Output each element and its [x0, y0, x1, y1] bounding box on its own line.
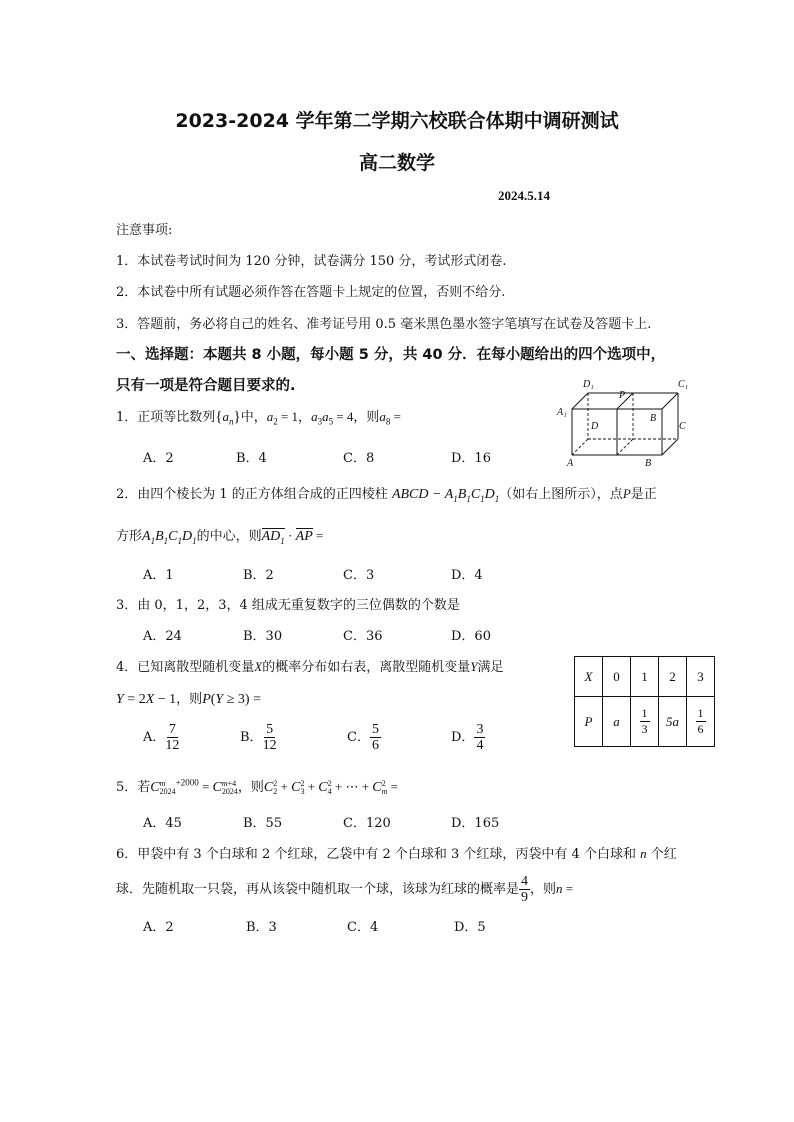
table-cell: 3 — [687, 657, 715, 697]
question-1: 1．正项等比数列$\{a_n\}$中，$a_2 = 1$，$a_3a_5 = 4$，则$a_8$ = — [116, 409, 402, 427]
exam-title: 2023-2024 学年第二学期六校联合体期中调研测试 — [175, 110, 619, 132]
q3-option-d: D．60 — [451, 629, 491, 644]
table-cell: a — [603, 697, 631, 747]
exam-date: 2024.5.14 — [498, 188, 550, 203]
q3-option-a: A．24 — [143, 629, 182, 644]
question-4-line1: 4．已知离散型随机变量X的概率分布如右表，离散型随机变量Y满足 — [116, 659, 504, 675]
question-5: 5．若C m 2024 $^{+2000}$ = C m+4 2024 ，则C 2 2 + C 2 3 + C 2 4 + ⋯ + C 2 m = — [116, 777, 399, 796]
q4-option-d: D． $\frac{3}{4}$ — [451, 722, 484, 753]
q2-option-c: C．3 — [343, 568, 375, 583]
table-cell: $\frac{1}{3}$ — [631, 697, 659, 747]
q5-option-c: C．120 — [343, 816, 391, 831]
q6-option-c: C．4 — [347, 920, 379, 935]
q6-option-a: A．2 — [143, 920, 174, 935]
label-P: P — [619, 390, 626, 401]
q4-option-a: A． $\frac{7}{12}$ — [143, 722, 180, 753]
table-header-x: X — [575, 657, 603, 697]
label-D1: D₁ — [583, 379, 594, 390]
question-2-line1: 2．由四个棱长为 1 的正方体组合成的正四棱柱 ABCD − $A_1B_1C_1D_1$（如右上图所示），点P是正 — [116, 486, 657, 504]
table-header-p: P — [575, 697, 603, 747]
notes-heading: 注意事项: — [116, 223, 173, 238]
q1-option-a: A．2 — [143, 451, 174, 466]
section-heading-line1: 一、选择题：本题共 8 小题，每小题 5 分，共 40 分．在每小题给出的四个选项中， — [116, 347, 666, 363]
label-C1: C₁ — [678, 379, 689, 390]
subject-title: 高二数学 — [358, 152, 435, 174]
q5-option-a: A．45 — [143, 816, 182, 831]
table-cell: 0 — [603, 657, 631, 697]
table-cell: 1 — [631, 657, 659, 697]
table-cell: $\frac{1}{6}$ — [687, 697, 715, 747]
q2-option-d: D．4 — [451, 568, 483, 583]
q3-option-b: B．30 — [243, 629, 283, 644]
question-2-line2: 方形$A_1B_1C_1D_1$的中心，则$AD_1$ · AP = — [116, 528, 324, 546]
section-heading-line2: 只有一项是符合题目要求的. — [116, 378, 296, 394]
prism-figure — [555, 375, 690, 470]
table-cell: 2 — [659, 657, 687, 697]
q6-option-b: B．3 — [246, 920, 277, 935]
label-D: D — [591, 421, 599, 432]
note-1: 1．本试卷考试时间为 120 分钟，试卷满分 150 分，考试形式闭卷. — [116, 254, 507, 269]
q3-option-c: C．36 — [343, 629, 383, 644]
q1-option-c: C．8 — [343, 451, 375, 466]
label-C: C — [679, 421, 686, 432]
label-B1: B — [650, 413, 657, 424]
question-4-line2: Y = 2X − 1，则P(Y ≥ 3) = — [116, 692, 261, 707]
distribution-table — [574, 656, 715, 747]
q5-option-d: D．165 — [451, 816, 500, 831]
q6-option-d: D．5 — [454, 920, 486, 935]
label-A1: A₁ — [557, 407, 567, 418]
q2-option-b: B．2 — [243, 568, 274, 583]
note-3: 3．答题前，务必将自己的姓名、准考证号用 0.5 毫米黑色墨水签字笔填写在试卷及答题卡上. — [116, 317, 652, 332]
question-3: 3．由 0，1，2，3，4 组成无重复数字的三位偶数的个数是 — [116, 598, 460, 613]
q4-option-b: B． $\frac{5}{12}$ — [240, 722, 277, 753]
table-cell: 5a — [659, 697, 687, 747]
q1-option-b: B．4 — [236, 451, 267, 466]
label-A: A — [567, 458, 574, 469]
note-2: 2．本试卷中所有试题必须作答在答题卡上规定的位置，否则不给分. — [116, 285, 506, 300]
q4-option-c: C． $\frac{5}{6}$ — [347, 722, 379, 753]
q2-option-a: A．1 — [143, 568, 174, 583]
question-6-line2: 球．先随机取一只袋，再从该袋中随机取一个球，该球为红球的概率是 $\frac{4}{9}$ ，则n = — [116, 874, 574, 905]
question-6-line1: 6．甲袋中有 3 个白球和 2 个红球，乙袋中有 2 个白球和 3 个红球，丙袋中有 4 个白球和 n 个红 — [116, 846, 677, 862]
q5-option-b: B．55 — [243, 816, 283, 831]
label-B: B — [645, 458, 652, 469]
q1-option-d: D．16 — [451, 451, 491, 466]
